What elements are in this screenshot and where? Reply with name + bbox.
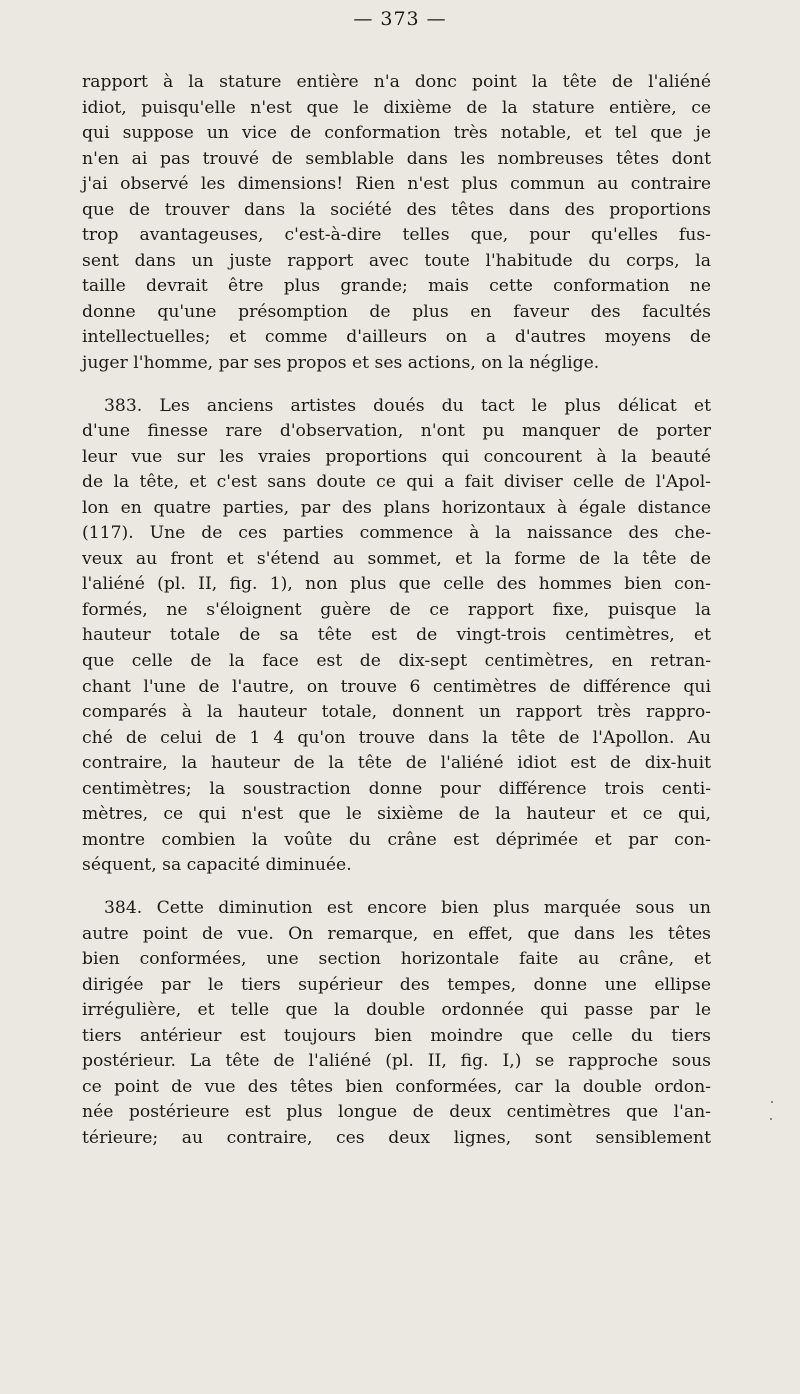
text-line: l'aliéné (pl. II, fig. 1), non plus que celle des hommes bien con- [82, 574, 711, 595]
text-line: ce point de vue des têtes bien conformées, car la double ordon- [82, 1076, 711, 1097]
text-line: sent dans un juste rapport avec toute l'habitude du corps, la [82, 250, 711, 271]
text-line: autre point de vue. On remarque, en effet, que dans les têtes [82, 923, 711, 944]
text-line: idiot, puisqu'elle n'est que le dixième de la stature entière, ce [82, 97, 711, 118]
text-line: centimètres; la soustraction donne pour différence trois centi- [82, 778, 711, 799]
page-number: — 373 — [353, 8, 447, 30]
text-line: bien conformées, une section horizontale faite au crâne, et [82, 949, 711, 970]
text-line: dirigée par le tiers supérieur des tempes, donne une ellipse [82, 974, 711, 995]
text-line: née postérieure est plus longue de deux centimètres que l'an- [82, 1102, 711, 1123]
text-line: de la tête, et c'est sans doute ce qui a fait diviser celle de l'Apol- [82, 472, 711, 493]
paragraph-383 [82, 394, 711, 879]
text-line: chant l'une de l'autre, on trouve 6 centimètres de différence qui [82, 676, 711, 697]
text-line: lon en quatre parties, par des plans horizontaux à égale distance [82, 497, 711, 518]
text-line: taille devrait être plus grande; mais cette conformation ne [82, 276, 711, 297]
text-line: que celle de la face est de dix-sept centimètres, en retran- [82, 651, 711, 672]
text-line: térieure; au contraire, ces deux lignes, sont sensiblement [82, 1127, 711, 1148]
text-line: séquent, sa capacité diminuée. [82, 855, 352, 876]
text-line: irrégulière, et telle que la double ordonnée qui passe par le [82, 1000, 711, 1021]
text-line: hauteur totale de sa tête est de vingt-trois centimètres, et [82, 625, 711, 646]
text-line: trop avantageuses, c'est-à-dire telles que, pour qu'elles fus- [82, 225, 711, 246]
text-line: leur vue sur les vraies proportions qui concourent à la beauté [82, 446, 711, 467]
text-line: intellectuelles; et comme d'ailleurs on a d'autres moyens de [82, 327, 711, 348]
paragraph-continuation [82, 70, 711, 377]
text-line: contraire, la hauteur de la tête de l'aliéné idiot est de dix-huit [82, 753, 711, 774]
text-line: (117). Une de ces parties commence à la naissance des che- [82, 523, 711, 544]
text-line: veux au front et s'étend au sommet, et la forme de la tête de [82, 548, 711, 569]
text-line: mètres, ce qui n'est que le sixième de la hauteur et ce qui, [82, 804, 711, 825]
text-line: qui suppose un vice de conformation très notable, et tel que je [82, 123, 711, 144]
text-line: n'en ai pas trouvé de semblable dans les nombreuses têtes dont [82, 148, 711, 169]
text-line: 384. Cette diminution est encore bien plus marquée sous un [104, 897, 711, 918]
text-line: postérieur. La tête de l'aliéné (pl. II, fig. I,) se rapproche sous [82, 1051, 711, 1072]
text-line: j'ai observé les dimensions! Rien n'est plus commun au contraire [82, 174, 711, 195]
text-line: donne qu'une présomption de plus en faveur des facultés [82, 301, 711, 322]
scan-speck [771, 1101, 773, 1103]
text-line: rapport à la stature entière n'a donc point la tête de l'aliéné [82, 72, 711, 92]
text-line: tiers antérieur est toujours bien moindre que celle du tiers [82, 1025, 711, 1046]
text-line: montre combien la voûte du crâne est déprimée et par con- [82, 829, 711, 850]
text-line: d'une finesse rare d'observation, n'ont pu manquer de porter [82, 421, 711, 442]
text-line: juger l'homme, par ses propos et ses actions, on la néglige. [82, 353, 600, 374]
body-text [82, 70, 711, 1151]
text-line: 383. Les anciens artistes doués du tact le plus délicat et [104, 395, 711, 416]
text-line: formés, ne s'éloignent guère de ce rapport fixe, puisque la [82, 599, 711, 620]
text-line: ché de celui de 1 4 qu'on trouve dans la tête de l'Apollon. Au [82, 727, 711, 748]
text-line: comparés à la hauteur totale, donnent un rapport très rappro- [82, 702, 711, 723]
paragraph-384 [82, 896, 711, 1151]
text-line: que de trouver dans la société des têtes dans des proportions [82, 199, 711, 220]
scan-speck [770, 1118, 772, 1120]
